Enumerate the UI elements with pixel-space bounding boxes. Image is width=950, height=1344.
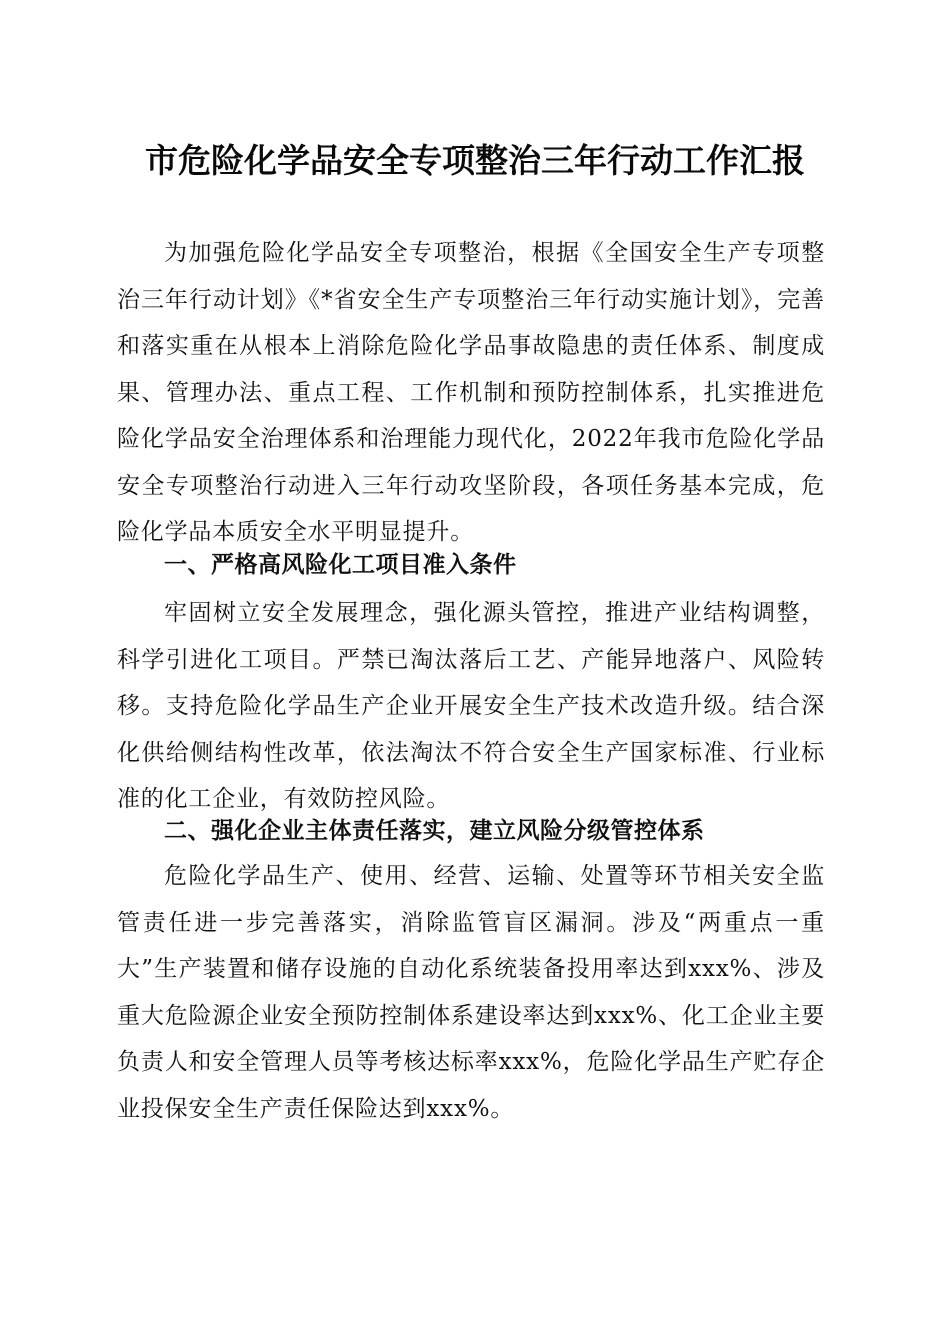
section-2-paragraph: 危险化学品生产、使用、经营、运输、处置等环节相关安全监管责任进一步完善落实，消除监管盲区漏洞。涉及“两重点一重大”生产装置和储存设施的自动化系统装备投用率达到xxx%、涉及重大危险源企业安全预防控制体系建设率达到xxx%、化工企业主要负责人和安全管理人员等考核达标率xxx%，危险化学品生产贮存企业投保安全生产责任保险达到xxx%。 (117, 863, 825, 1122)
intro-paragraph: 为加强危险化学品安全专项整治，根据《全国安全生产专项整治三年行动计划》《*省安全生产专项整治三年行动实施计划》，完善和落实重在从根本上消除危险化学品事故隐患的责任体系、制度成果、管理办法、重点工程、工作机制和预防控制体系，扎实推进危险化学品安全治理体系和治理能力现代化，2022年我市危险化学品安全专项整治行动进入三年行动攻坚阶段，各项任务基本完成，危险化学品本质安全水平明显提升。 (117, 240, 825, 545)
section-1-paragraph: 牢固树立安全发展理念，强化源头管控，推进产业结构调整，科学引进化工项目。严禁已淘汰落后工艺、产能异地落户、风险转移。支持危险化学品生产企业开展安全生产技术改造升级。结合深化供给侧结构性改革，依法淘汰不符合安全生产国家标准、行业标准的化工企业，有效防控风险。 (117, 600, 825, 812)
section-heading-1: 一、严格高风险化工项目准入条件 (164, 552, 517, 578)
section-heading-2: 二、强化企业主体责任落实，建立风险分级管控体系 (164, 818, 705, 844)
document-title: 市危险化学品安全专项整治三年行动工作汇报 (145, 141, 805, 180)
